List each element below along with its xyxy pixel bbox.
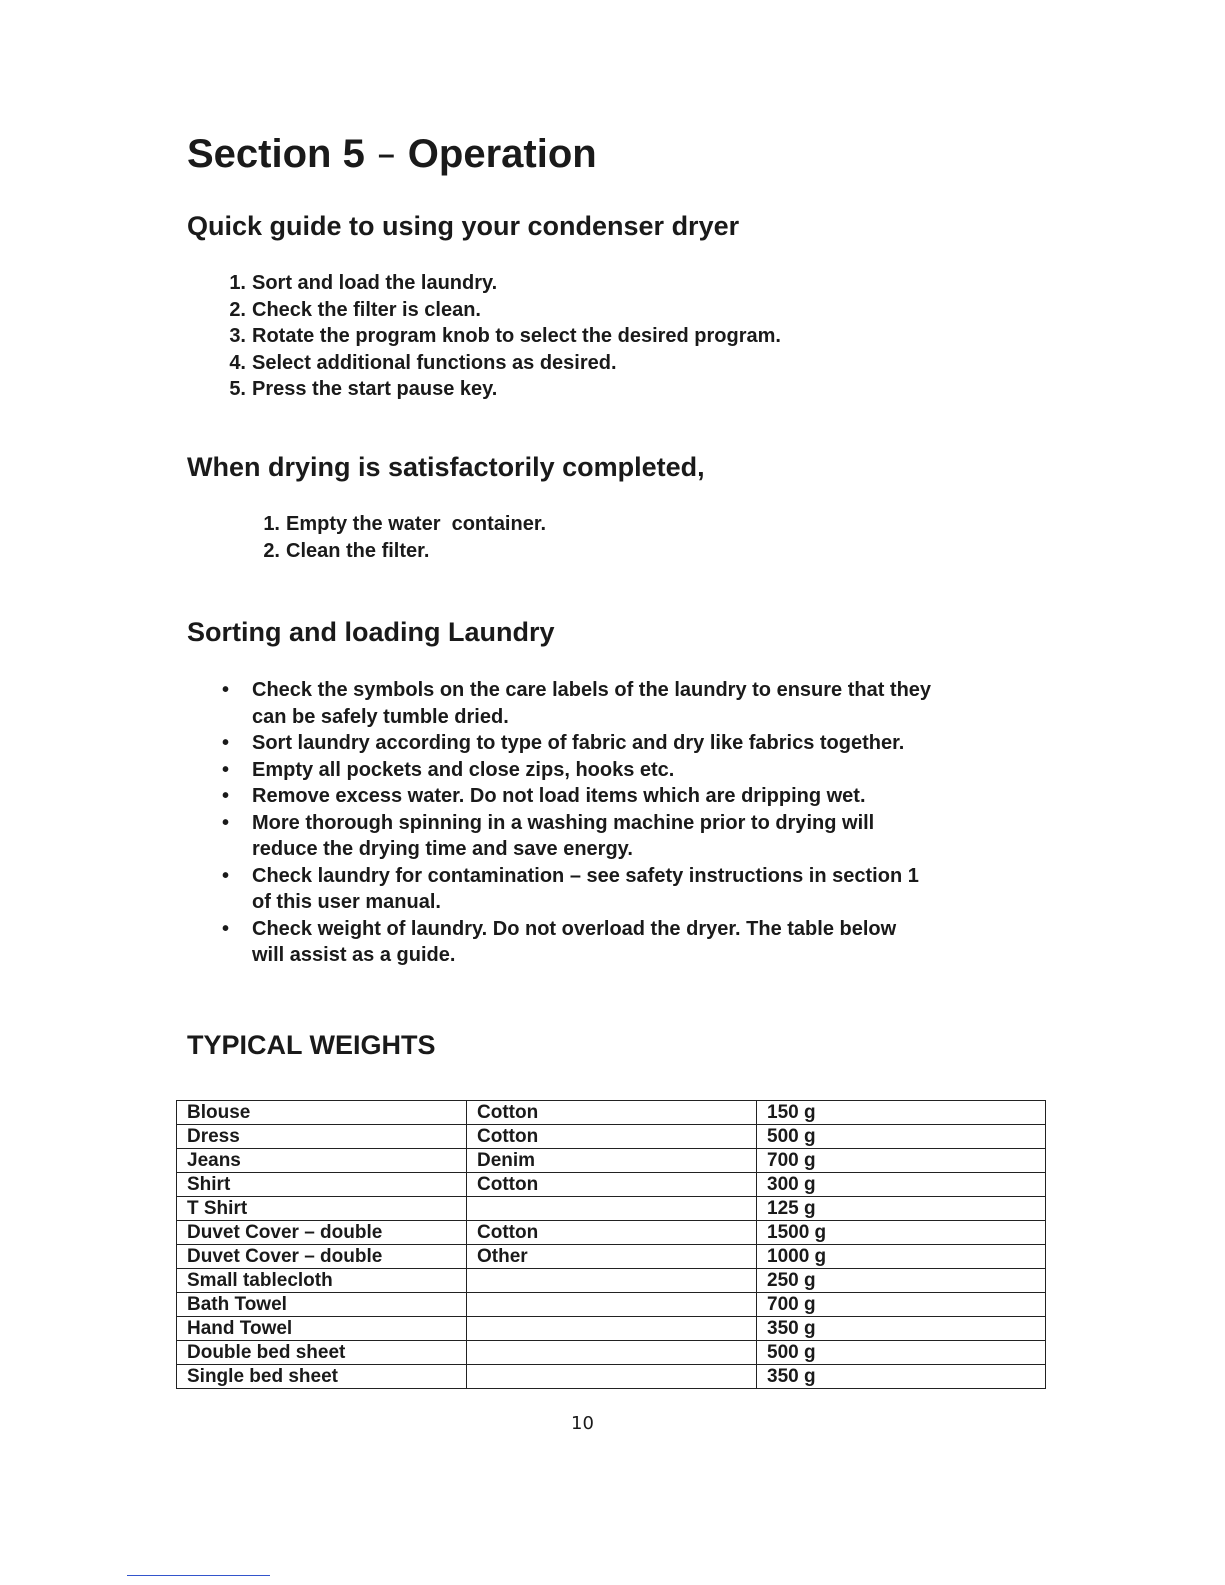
weight-cell: 350 g bbox=[757, 1365, 1046, 1389]
page-number: 10 bbox=[571, 1413, 594, 1434]
typical-weights-heading: TYPICAL WEIGHTS bbox=[187, 1030, 436, 1060]
weight-cell: 700 g bbox=[757, 1149, 1046, 1173]
quick-guide-heading: Quick guide to using your condenser dryer bbox=[187, 211, 740, 241]
weight-cell: 700 g bbox=[757, 1293, 1046, 1317]
fabric-cell: Cotton bbox=[467, 1101, 757, 1125]
table-row bbox=[177, 1317, 1046, 1341]
item-cell: Duvet Cover – double bbox=[177, 1221, 467, 1245]
title-part2: Operation bbox=[407, 132, 597, 176]
weight-cell: 1500 g bbox=[757, 1221, 1046, 1245]
fabric-cell bbox=[467, 1293, 757, 1317]
footer-rule bbox=[127, 1575, 270, 1576]
fabric-cell bbox=[467, 1365, 757, 1389]
title-part1: Section 5 bbox=[187, 132, 365, 176]
completed-list bbox=[263, 511, 547, 564]
sorting-heading: Sorting and loading Laundry bbox=[187, 617, 555, 647]
fabric-cell bbox=[467, 1341, 757, 1365]
weight-cell: 500 g bbox=[757, 1341, 1046, 1365]
list-item: • Check the symbols on the care labels of the laundry to ensure that they can be safely tumble dried. bbox=[222, 679, 932, 728]
fabric-cell bbox=[467, 1269, 757, 1293]
list-item: • More thorough spinning in a washing machine prior to drying will reduce the drying time and save energy. bbox=[222, 811, 875, 860]
fabric-cell bbox=[467, 1317, 757, 1341]
list-item: 2. Check the filter is clean. bbox=[229, 298, 481, 321]
item-cell: Double bed sheet bbox=[177, 1341, 467, 1365]
weight-cell: 300 g bbox=[757, 1173, 1046, 1197]
quick-guide-list bbox=[229, 270, 781, 403]
fabric-cell bbox=[467, 1197, 757, 1221]
table-row bbox=[177, 1269, 1046, 1293]
fabric-cell: Cotton bbox=[467, 1221, 757, 1245]
table-row bbox=[177, 1101, 1046, 1125]
table-row bbox=[177, 1125, 1046, 1149]
table-row bbox=[177, 1221, 1046, 1245]
item-cell: Duvet Cover – double bbox=[177, 1245, 467, 1269]
table-row bbox=[177, 1341, 1046, 1365]
list-item: • Check laundry for contamination – see safety instructions in section 1 of this user manual. bbox=[222, 864, 919, 913]
weight-cell: 350 g bbox=[757, 1317, 1046, 1341]
weight-cell: 150 g bbox=[757, 1101, 1046, 1125]
item-cell: Small tablecloth bbox=[177, 1269, 467, 1293]
completed-heading: When drying is satisfactorily completed, bbox=[187, 452, 705, 482]
table-row bbox=[177, 1197, 1046, 1221]
fabric-cell: Cotton bbox=[467, 1125, 757, 1149]
item-cell: Blouse bbox=[177, 1101, 467, 1125]
item-cell: T Shirt bbox=[177, 1197, 467, 1221]
list-item: 4. Select additional functions as desired. bbox=[229, 351, 617, 374]
list-item: 2. Clean the filter. bbox=[263, 539, 430, 562]
weight-cell: 500 g bbox=[757, 1125, 1046, 1149]
list-item: 3. Rotate the program knob to select the desired program. bbox=[229, 325, 781, 347]
list-item: • Remove excess water. Do not load items which are dripping wet. bbox=[222, 785, 866, 807]
page-title bbox=[187, 132, 597, 176]
list-item: • Check weight of laundry. Do not overload the dryer. The table below will assist as a guide. bbox=[222, 917, 897, 966]
fabric-cell: Other bbox=[467, 1245, 757, 1269]
weight-cell: 125 g bbox=[757, 1197, 1046, 1221]
table-row bbox=[177, 1365, 1046, 1389]
table-row bbox=[177, 1245, 1046, 1269]
title-dash: – bbox=[377, 138, 395, 171]
list-item: • Sort laundry according to type of fabric and dry like fabrics together. bbox=[222, 732, 905, 754]
sorting-list bbox=[218, 677, 931, 969]
weights-table-body bbox=[177, 1101, 1046, 1389]
table-row bbox=[177, 1149, 1046, 1173]
table-row bbox=[177, 1173, 1046, 1197]
table-row bbox=[177, 1293, 1046, 1317]
weight-cell: 1000 g bbox=[757, 1245, 1046, 1269]
weight-cell: 250 g bbox=[757, 1269, 1046, 1293]
fabric-cell: Denim bbox=[467, 1149, 757, 1173]
typical-weights-table bbox=[176, 1100, 1046, 1389]
item-cell: Single bed sheet bbox=[177, 1365, 467, 1389]
item-cell: Bath Towel bbox=[177, 1293, 467, 1317]
item-cell: Jeans bbox=[177, 1149, 467, 1173]
list-item: • Empty all pockets and close zips, hooks etc. bbox=[222, 758, 675, 781]
list-item: 1. Sort and load the laundry. bbox=[229, 272, 498, 294]
item-cell: Shirt bbox=[177, 1173, 467, 1197]
item-cell: Hand Towel bbox=[177, 1317, 467, 1341]
fabric-cell: Cotton bbox=[467, 1173, 757, 1197]
list-item: 5. Press the start pause key. bbox=[229, 378, 498, 400]
list-item: 1. Empty the water container. bbox=[263, 513, 547, 535]
item-cell: Dress bbox=[177, 1125, 467, 1149]
